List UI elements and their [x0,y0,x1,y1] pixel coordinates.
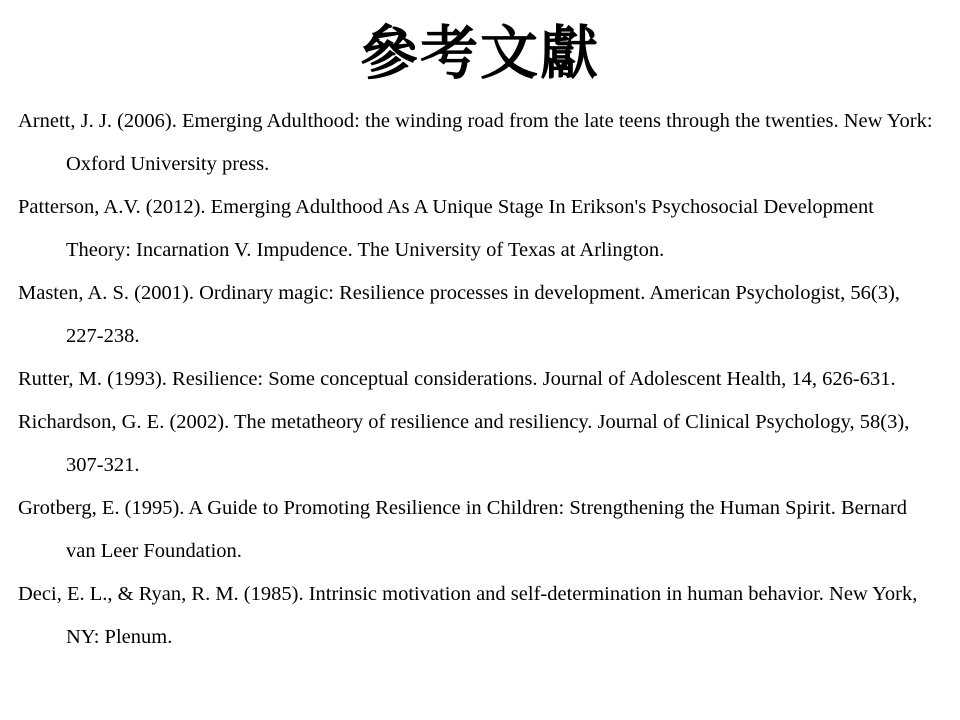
reference-item: Patterson, A.V. (2012). Emerging Adulthood As A Unique Stage In Erikson's Psychosocial Development Theory: Incarnation V. Impudence. The University of Texas at Arlington. [18,196,874,261]
reference-item: Masten, A. S. (2001). Ordinary magic: Resilience processes in development. American Psychologist, 56(3), 227-238. [18,282,900,347]
reference-item: Richardson, G. E. (2002). The metatheory of resilience and resiliency. Journal of Clinical Psychology, 58(3), 307-321. [18,411,910,476]
reference-item: Arnett, J. J. (2006). Emerging Adulthood: the winding road from the late teens through the twenties. New York: Oxford University press. [18,110,933,175]
slide-title: 參考文獻 [359,19,600,87]
reference-item: Grotberg, E. (1995). A Guide to Promoting Resilience in Children: Strengthening the Human Spirit. Bernard van Leer Foundation. [18,497,907,562]
reference-item: Deci, E. L., & Ryan, R. M. (1985). Intrinsic motivation and self-determination in human behavior. New York, NY: Plenum. [18,583,918,648]
reference-list [18,100,938,659]
reference-item: Rutter, M. (1993). Resilience: Some conceptual considerations. Journal of Adolescent Health, 14, 626-631. [18,368,896,390]
